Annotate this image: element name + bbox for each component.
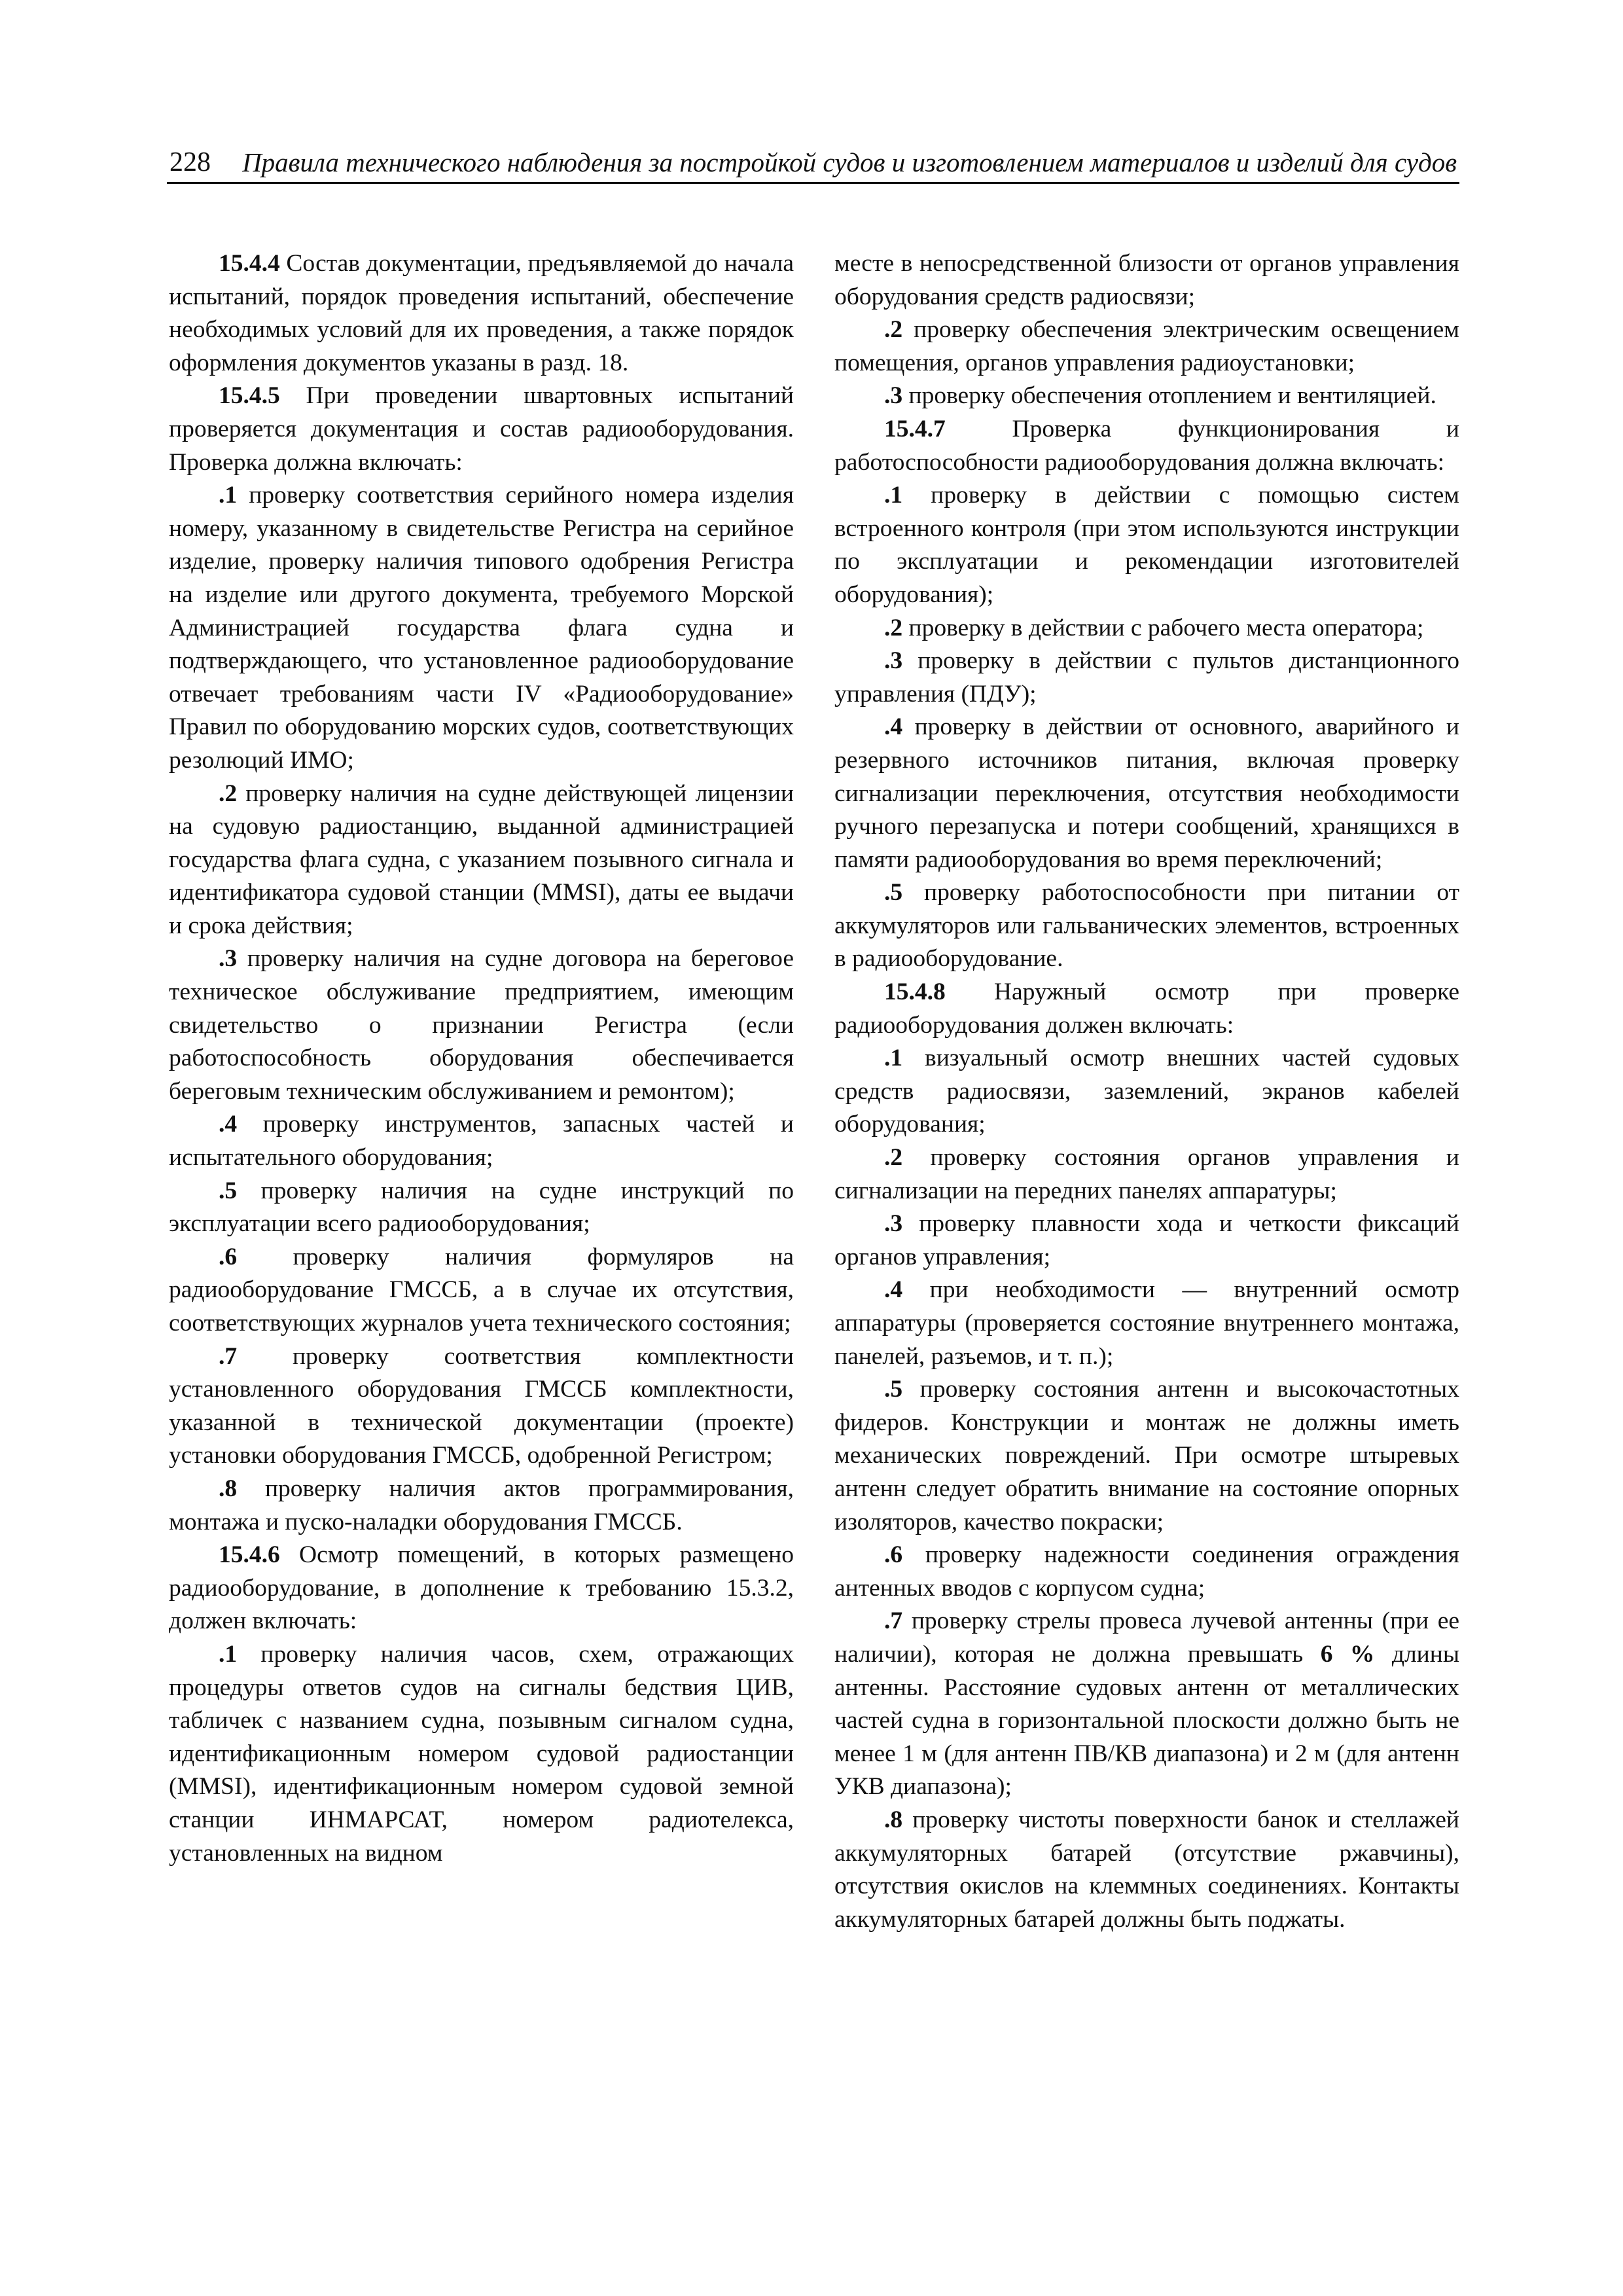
paragraph-text: проверку чистоты поверхности банок и стеллажей аккумуляторных батарей (отсутствие ржавчины), отсутствия окислов на клеммных соединениях. Контакты аккумуляторных батарей должны быть поджаты. <box>834 1806 1459 1933</box>
clause-number: .4 <box>884 713 903 741</box>
clause-number: .1 <box>219 1640 238 1668</box>
paragraph-text: проверку соответствия серийного номера изделия номеру, указанному в свидетельстве Регистра на серийное изделие, проверку наличия типового одобрения Регистра на изделие или другого документа, требуемого Морской Администрацией государства флага судна и подтверждающего, что установленное радиооборудование отвечает требованиям части IV «Радиооборудование» Правил по оборудованию морских судов, соответствующих резолюций ИМО; <box>169 482 794 774</box>
paragraph-text: месте в непосредственной близости от органов управления оборудования средств радиосвязи; <box>834 250 1459 310</box>
paragraph-text: Наружный осмотр при проверке радиооборудования должен включать: <box>834 978 1459 1039</box>
paragraph-text: проверку в действии с помощью систем встроенного контроля (при этом используются инструкции по эксплуатации и рекомендации изготовителей оборудования); <box>834 482 1459 608</box>
paragraph <box>834 1373 1459 1539</box>
paragraph <box>834 645 1459 711</box>
paragraph-text: проверку состояния органов управления и сигнализации на передних панелях аппаратуры; <box>834 1144 1459 1204</box>
page-number: 228 <box>169 147 211 177</box>
paragraph <box>169 1638 794 1870</box>
clause-number: .2 <box>884 316 903 344</box>
paragraph-text: проверку обеспечения электрическим освещением помещения, органов управления радиоустановки; <box>834 316 1459 376</box>
paragraph <box>169 1539 794 1638</box>
paragraph <box>169 479 794 777</box>
paragraph-text: Проверка функционирования и работоспособности радиооборудования должна включать: <box>834 415 1459 476</box>
emphasis: 6 % <box>1320 1640 1375 1668</box>
paragraph <box>834 876 1459 976</box>
paragraph-text: проверку наличия на судне договора на береговое техническое обслуживание предприятием, имеющим свидетельство о признании Регистра (если работоспособность оборудования обеспечивается береговым техническим обслуживанием и ремонтом); <box>169 945 794 1105</box>
paragraph <box>834 1605 1459 1804</box>
paragraph-text: проверку наличия формуляров на радиооборудование ГМССБ, а в случае их отсутствия, соответствующих журналов учета технического состояния; <box>169 1243 794 1336</box>
paragraph <box>834 314 1459 380</box>
left-column <box>169 247 794 1870</box>
paragraph <box>834 1539 1459 1605</box>
clause-number: .6 <box>219 1243 238 1270</box>
paragraph <box>169 1108 794 1174</box>
paragraph-text: визуальный осмотр внешних частей судовых средств радиосвязи, заземлений, экранов кабелей оборудования; <box>834 1045 1459 1138</box>
paragraph-text: проверку плавности хода и четкости фиксаций органов управления; <box>834 1210 1459 1270</box>
clause-number: 15.4.6 <box>219 1541 280 1569</box>
paragraph-text: Состав документации, предъявляемой до начала испытаний, порядок проведения испытаний, обеспечение необходимых условий для их проведения, а также порядок оформления документов указаны в разд. 18. <box>169 250 794 376</box>
paragraph <box>834 413 1459 479</box>
clause-number: .4 <box>219 1111 238 1138</box>
clause-number: 15.4.5 <box>219 382 280 410</box>
paragraph-text: проверку надежности соединения ограждения антенных вводов с корпусом судна; <box>834 1541 1459 1602</box>
paragraph <box>834 1141 1459 1208</box>
clause-number: .7 <box>884 1607 903 1635</box>
paragraph <box>834 1274 1459 1373</box>
clause-number: .5 <box>884 879 903 906</box>
clause-number: .1 <box>884 1045 903 1072</box>
clause-number: .3 <box>884 647 903 675</box>
paragraph <box>834 1208 1459 1274</box>
paragraph <box>834 479 1459 611</box>
paragraph <box>834 711 1459 876</box>
paragraph <box>169 380 794 479</box>
clause-number: .5 <box>884 1376 903 1403</box>
paragraph-text: проверку в действии с рабочего места оператора; <box>902 614 1424 641</box>
paragraph-text: проверку в действии от основного, аварийного и резервного источников питания, включая проверку сигнализации переключения, отсутствия необходимости ручного перезапуска и потери сообщений, хранящихся в памяти радиооборудования во время переключений; <box>834 713 1459 873</box>
paragraph-text: проверку работоспособности при питании от аккумуляторов или гальванических элементов, встроенных в радиооборудование. <box>834 879 1459 973</box>
paragraph-text: проверку наличия часов, схем, отражающих процедуры ответов судов на сигналы бедствия ЦИВ, табличек с названием судна, позывным сигналом судна, идентификационным номером судовой радиостанции (MMSI), идентификационным номером судовой земной станции ИНМАРСАТ, номером радиотелекса, установленных на видном <box>169 1640 794 1867</box>
paragraph-text: проверку наличия на судне действующей лицензии на судовую радиостанцию, выданной администрацией государства флага судна, с указанием позывного сигнала и идентификатора судовой станции (MMSI), даты ее выдачи и срока действия; <box>169 780 794 939</box>
paragraph <box>169 1473 794 1539</box>
paragraph-text: При проведении швартовных испытаний проверяется документация и состав радиооборудования. Проверка должна включать: <box>169 382 794 476</box>
paragraph <box>169 942 794 1108</box>
paragraph-text: проверку состояния антенн и высокочастотных фидеров. Конструкции и монтаж не должны иметь механических повреждений. При осмотре штыревых антенн следует обратить внимание на состояние опорных изоляторов, качество покраски; <box>834 1376 1459 1535</box>
clause-number: 15.4.8 <box>884 978 946 1006</box>
paragraph <box>169 247 794 380</box>
paragraph-text: проверку в действии с пультов дистанционного управления (ПДУ); <box>834 647 1459 708</box>
clause-number: .7 <box>219 1342 238 1370</box>
paragraph-text: при необходимости — внутренний осмотр аппаратуры (проверяется состояние внутреннего монтажа, панелей, разъемов, и т. п.); <box>834 1276 1459 1370</box>
paragraph <box>169 1175 794 1241</box>
clause-number: 15.4.4 <box>219 250 280 277</box>
paragraph <box>834 380 1459 413</box>
clause-number: .2 <box>884 1144 903 1172</box>
right-column <box>834 247 1459 1936</box>
clause-number: .1 <box>884 482 903 509</box>
paragraph <box>169 1241 794 1340</box>
clause-number: .5 <box>219 1177 238 1204</box>
clause-number: .3 <box>219 945 238 973</box>
paragraph <box>169 778 794 943</box>
page-header <box>167 145 1459 184</box>
clause-number: .2 <box>884 614 903 641</box>
clause-number: .6 <box>884 1541 903 1569</box>
clause-number: .8 <box>219 1475 238 1502</box>
paragraph <box>834 1804 1459 1936</box>
clause-number: .8 <box>884 1806 903 1833</box>
clause-number: .2 <box>219 780 238 807</box>
clause-number: .3 <box>884 1210 903 1238</box>
paragraph-text: проверку обеспечения отоплением и вентиляцией. <box>902 382 1436 410</box>
paragraph-text: проверку инструментов, запасных частей и испытательного оборудования; <box>169 1111 794 1172</box>
clause-number: .3 <box>884 382 903 410</box>
running-title: Правила технического наблюдения за постройкой судов и изготовлением материалов и изделий для судов <box>242 147 1457 177</box>
paragraph-text: проверку стрелы провеса лучевой антенны (при ее наличии), которая не должна превышать 6 % длины антенны. Расстояние судовых антенн от металлических частей судна в горизонтальной плоскости должно быть не менее 1 м (для антенн ПВ/КВ диапазона) и 2 м (для антенн УКВ диапазона); <box>834 1607 1460 1801</box>
paragraph <box>834 612 1459 645</box>
clause-number: .1 <box>219 482 238 509</box>
paragraph <box>834 1042 1459 1141</box>
paragraph-text: проверку соответствия комплектности установленного оборудования ГМССБ комплектности, указанной в технической документации (проекте) установки оборудования ГМССБ, одобренной Регистром; <box>169 1342 794 1469</box>
clause-number: 15.4.7 <box>884 415 946 442</box>
paragraph-text: проверку наличия на судне инструкций по эксплуатации всего радиооборудования; <box>169 1177 794 1238</box>
clause-number: .4 <box>884 1276 903 1304</box>
paragraph <box>834 976 1459 1042</box>
paragraph <box>169 1340 794 1473</box>
paragraph-text: проверку наличия актов программирования, монтажа и пуско-наладки оборудования ГМССБ. <box>169 1475 794 1535</box>
paragraph <box>834 247 1459 314</box>
paragraph-text: Осмотр помещений, в которых размещено радиооборудование, в дополнение к требованию 15.3.2, должен включать: <box>169 1541 794 1635</box>
